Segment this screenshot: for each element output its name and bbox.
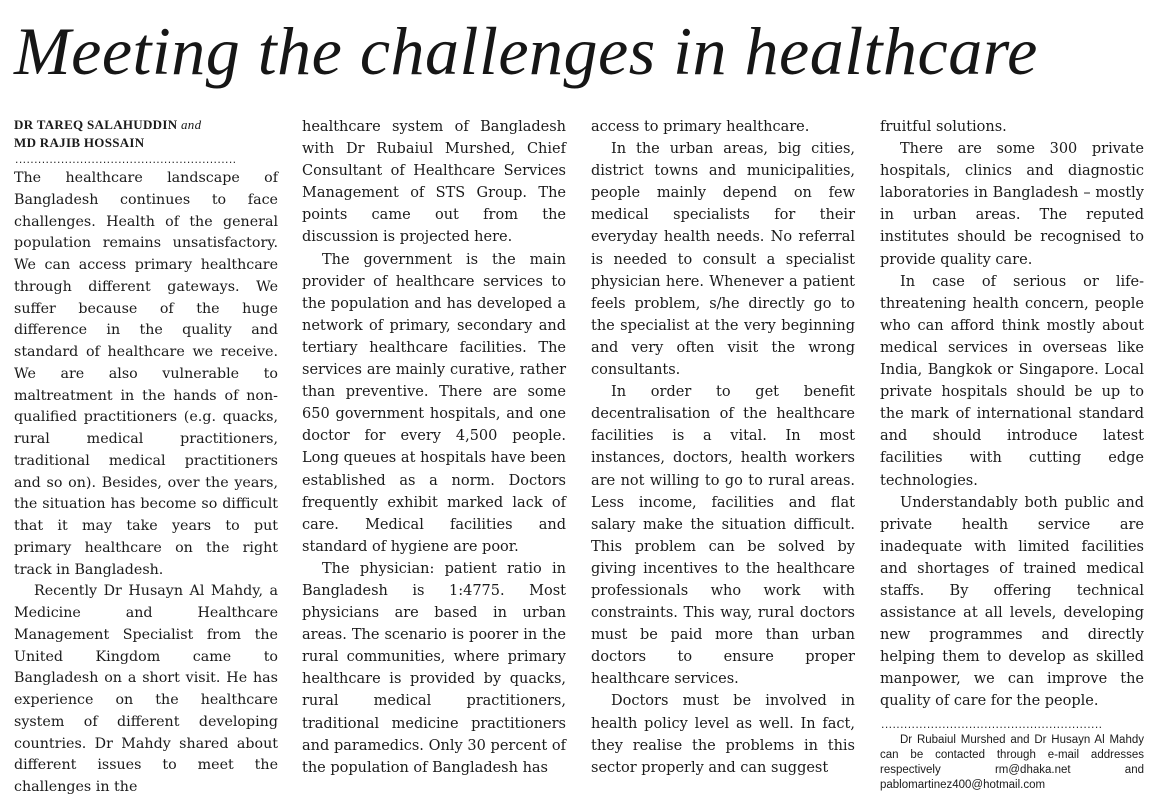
contact-footnote: Dr Rubaiul Murshed and Dr Husayn Al Mahdy can be contacted through e-mail addresses respectively rm@dhaka.net and pablomartinez400@hotmail.com [880,733,1144,791]
article-column-1 [14,116,278,799]
paragraph: Doctors must be involved in health policy level as well. In fact, they realise the problems in this sector properly and can suggest [591,693,855,776]
footnote-separator: .......................................................... [880,720,1102,731]
paragraph: Understandably both public and private health service are inadequate with limited facilities and shortages of trained medical staffs. By offering technical assistance at all levels, developing new programmes and directly helping them to develop as skilled manpower, we can improve the quality of care for the people. [880,494,1144,710]
author-1: DR TAREQ SALAHUDDIN [14,117,178,132]
paragraph: The healthcare landscape of Bangladesh continues to face challenges. Health of the general population remains unsatisfactory. We can access primary healthcare through different gateways. We suffer because of the huge difference in the quality and standard of healthcare we receive. We are also vulnerable to maltreatment in the hands of non-qualified practitioners (e.g. quacks, rural medical practitioners, traditional medical practitioners and so on). Besides, over the years, the situation has become so difficult that it may take years to put primary healthcare on the right track in Bangladesh. [14,170,278,578]
paragraph: access to primary healthcare. [591,119,810,135]
paragraph: In case of serious or life-threatening health concern, people who can afford think mostly about medical services in overseas like India, Bangkok or Singapore. Local private hospitals should be up to the mark of international standard and should introduce latest facilities with cutting edge technologies. [880,273,1144,489]
article-column-4 [880,116,1144,793]
paragraph: In the urban areas, big cities, district towns and municipalities, people mainly depend on few medical specialists for their everyday health needs. No referral is needed to consult a specialist physician here. Whenever a patient feels problem, s/he directly go to the specialist at the very beginning and very often visit the wrong consultants. [591,141,855,379]
paragraph: In order to get benefit decentralisation of the healthcare facilities is a vital. In most instances, doctors, health workers are not willing to go to rural areas. Less income, facilities and flat salary make the situation difficult. This problem can be solved by giving incentives to the healthcare professionals who work with constraints. This way, rural doctors must be paid more than urban doctors to ensure proper healthcare services. [591,384,855,688]
article-headline: Meeting the challenges in healthcare [14,13,1038,89]
paragraph: fruitful solutions. [880,119,1007,135]
byline-conjunction: and [180,117,202,132]
paragraph: The government is the main provider of healthcare services to the population and has developed a network of primary, secondary and tertiary healthcare facilities. The services are mainly curative, rather than preventive. There are some 650 government hospitals, and one doctor for every 4,500 people. Long queues at hospitals have been established as a norm. Doctors frequently exhibit marked lack of care. Medical facilities and standard of hygiene are poor. [302,251,566,555]
byline [14,116,278,152]
author-2: MD RAJIB HOSSAIN [14,135,145,150]
article-column-3 [591,116,855,779]
article-column-2 [302,116,566,779]
byline-separator: .......................................................... [14,156,236,166]
paragraph: The physician: patient ratio in Bangladesh is 1:4775. Most physicians are based in urban areas. The scenario is poorer in the rural communities, where primary healthcare is provided by quacks, rural medical practitioners, traditional medicine practitioners and paramedics. Only 30 percent of the population of Bangladesh has [302,560,566,776]
paragraph: Recently Dr Husayn Al Mahdy, a Medicine and Healthcare Management Specialist from the United Kingdom came to Bangladesh on a short visit. He has experience on the healthcare system of different developing countries. Dr Mahdy shared about different issues to meet the challenges in the [14,583,278,795]
paragraph: healthcare system of Bangladesh with Dr Rubaiul Murshed, Chief Consultant of Healthcare Services Management of STS Group. The points came out from the discussion is projected here. [302,119,566,246]
paragraph: There are some 300 private hospitals, clinics and diagnostic laboratories in Bangladesh – mostly in urban areas. The reputed institutes should be recognised to provide quality care. [880,141,1144,268]
